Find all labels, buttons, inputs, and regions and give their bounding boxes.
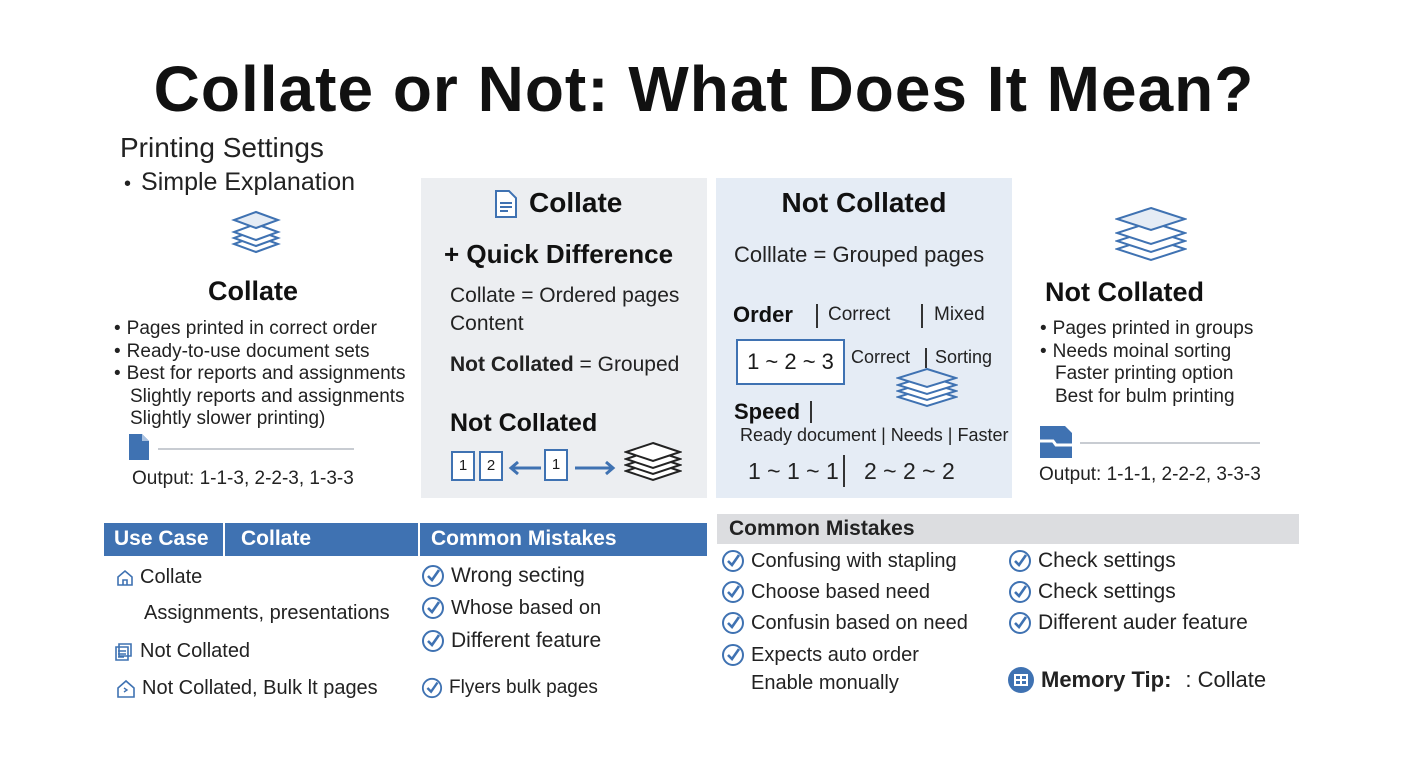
arrow-right-icon: [574, 460, 616, 481]
not-collated-subheading: Not Collated: [450, 409, 598, 437]
list-item: [721, 643, 919, 667]
right-heading: Not Collated: [1045, 277, 1204, 307]
right-output: Output: 1-1-1, 2-2-2, 3-3-3: [1039, 464, 1261, 485]
separator: [223, 523, 225, 556]
right-bullet: • Pages printed in groups: [1040, 318, 1253, 341]
list-item: [721, 611, 968, 635]
right-list: [1040, 318, 1253, 408]
separator: [816, 304, 818, 328]
check-circle-icon: [721, 643, 745, 667]
subtitle: Printing Settings: [120, 132, 324, 163]
memory-tip: [1007, 666, 1266, 694]
grid-circle-icon: [1007, 666, 1035, 694]
separator: [921, 304, 923, 328]
order-label: Order: [733, 302, 793, 327]
separator: [843, 455, 845, 487]
check-circle-icon: [1008, 611, 1032, 635]
mistake-text: Confusing with stapling: [751, 549, 957, 572]
documents-icon: [114, 642, 134, 662]
file-icon: [494, 189, 518, 224]
table-row: [116, 566, 202, 589]
common-mistakes-title: Common Mistakes: [729, 517, 915, 540]
not-collated-heading: Not Collated: [781, 187, 947, 218]
check-circle-icon: [421, 596, 445, 620]
mistake-text: Whose based on: [451, 596, 602, 619]
quick-difference: + Quick Difference: [444, 239, 674, 269]
mistake-text: Different feature: [451, 629, 602, 652]
list-item: [1008, 611, 1248, 635]
table-row: [116, 677, 378, 700]
mistake-text: Flyers bulk pages: [449, 677, 598, 698]
not-collated-def: [450, 353, 679, 377]
page-title: Collate or Not: What Does It Mean?: [153, 53, 1255, 125]
left-list: [114, 318, 405, 431]
page-2-icon: 2: [479, 451, 503, 481]
right-indent: Best for bulm printing: [1055, 385, 1235, 407]
not-collated-panel-bg: [716, 178, 1012, 498]
mistake-text: Expects auto order: [751, 643, 919, 666]
table-row: [114, 640, 250, 663]
mistake-text: Check settings: [1038, 549, 1176, 572]
collate-def: Collate = Ordered pages: [450, 284, 680, 307]
left-output: Output: 1-1-3, 2-2-3, 1-3-3: [132, 468, 354, 489]
th-common-mistakes: Common Mistakes: [431, 527, 617, 550]
left-bullet: • Best for reports and assignments: [114, 363, 405, 386]
row-label: Assignments, presentations: [144, 602, 390, 624]
list-item: [421, 596, 601, 620]
stack-icon: [896, 366, 958, 417]
mistake-text: Wrong secting: [451, 564, 585, 587]
arrow-left-icon: [508, 460, 542, 481]
check-circle-icon: [421, 564, 445, 588]
envelope-icon: [1039, 425, 1073, 464]
left-heading: Collate: [208, 276, 299, 306]
divider: [158, 448, 354, 450]
page-1-icon: 1: [451, 451, 475, 481]
subtitle-bullet: • Simple Explanation: [124, 168, 356, 196]
right-bullet: • Needs moinal sorting: [1040, 341, 1253, 364]
order-mixed: Mixed: [934, 304, 985, 325]
grouped-def: Colllate = Grouped pages: [734, 242, 985, 267]
speed-label: Speed: [734, 399, 801, 424]
mistake-text: Choose based need: [751, 580, 931, 603]
left-bullet: • Ready-to-use document sets: [114, 341, 405, 364]
stack-icon: [624, 440, 682, 491]
use-case-table-header: [104, 523, 707, 556]
left-indent: Slightly reports and assignments: [130, 385, 405, 407]
stack-icon: [1115, 204, 1187, 271]
right-indent: Faster printing option: [1055, 363, 1234, 384]
separator: [810, 401, 812, 423]
document-icon: [128, 433, 150, 466]
row-label: Not Collated: [140, 640, 251, 662]
check-circle-icon: [1008, 580, 1032, 604]
left-bullet: • Pages printed in correct order: [114, 318, 405, 341]
list-item: [721, 580, 930, 604]
list-item: [421, 629, 601, 653]
mistake-text: Check settings: [1038, 580, 1176, 603]
th-use-case: Use Case: [114, 527, 209, 550]
collate-content: Content: [450, 312, 524, 335]
separator: [925, 348, 927, 368]
home-icon: [116, 679, 136, 699]
seq-b: 2 ~ 2 ~ 2: [864, 458, 955, 484]
correct-label: Correct: [851, 347, 911, 367]
collate-heading: Collate: [529, 187, 623, 218]
subtitle-bullet-text: Simple Explanation: [141, 168, 356, 196]
check-circle-icon: [421, 629, 445, 653]
list-item: [721, 549, 957, 573]
list-item: [421, 564, 585, 588]
check-circle-icon: [721, 611, 745, 635]
row-label: Not Collated, Bulk lt pages: [142, 677, 378, 699]
mistake-text: Different auder feature: [1038, 611, 1248, 634]
memory-tip-label: Memory Tip:: [1041, 667, 1172, 692]
check-circle-icon: [421, 677, 443, 699]
check-circle-icon: [721, 549, 745, 573]
order-sequence-box: 1 ~ 2 ~ 3: [736, 339, 845, 385]
common-mistakes-header: [717, 514, 1299, 544]
th-collate: Collate: [241, 527, 312, 550]
check-circle-icon: [1008, 549, 1032, 573]
memory-tip-value: : Collate: [1185, 667, 1267, 692]
not-collated-rest: = Grouped: [573, 353, 680, 376]
list-item: [1008, 549, 1176, 573]
divider: [1080, 442, 1260, 444]
home-icon: [116, 569, 134, 587]
mistake-extra: Enable monually: [751, 672, 899, 694]
stack-icon: [230, 208, 282, 260]
row-label: Collate: [140, 566, 203, 588]
list-item: [421, 677, 598, 699]
mistake-text: Confusin based on need: [751, 611, 968, 634]
sorting-label: Sorting: [935, 347, 993, 367]
separator: [418, 523, 420, 556]
not-collated-bold: Not Collated: [450, 353, 574, 376]
page-1b-icon: 1: [544, 449, 568, 481]
left-indent: Slightly slower printing): [130, 408, 326, 429]
check-circle-icon: [721, 580, 745, 604]
seq-a: 1 ~ 1 ~ 1: [748, 458, 839, 484]
order-correct: Correct: [828, 304, 891, 325]
list-item: [1008, 580, 1176, 604]
speed-line: Ready document | Needs | Faster: [740, 425, 1009, 445]
